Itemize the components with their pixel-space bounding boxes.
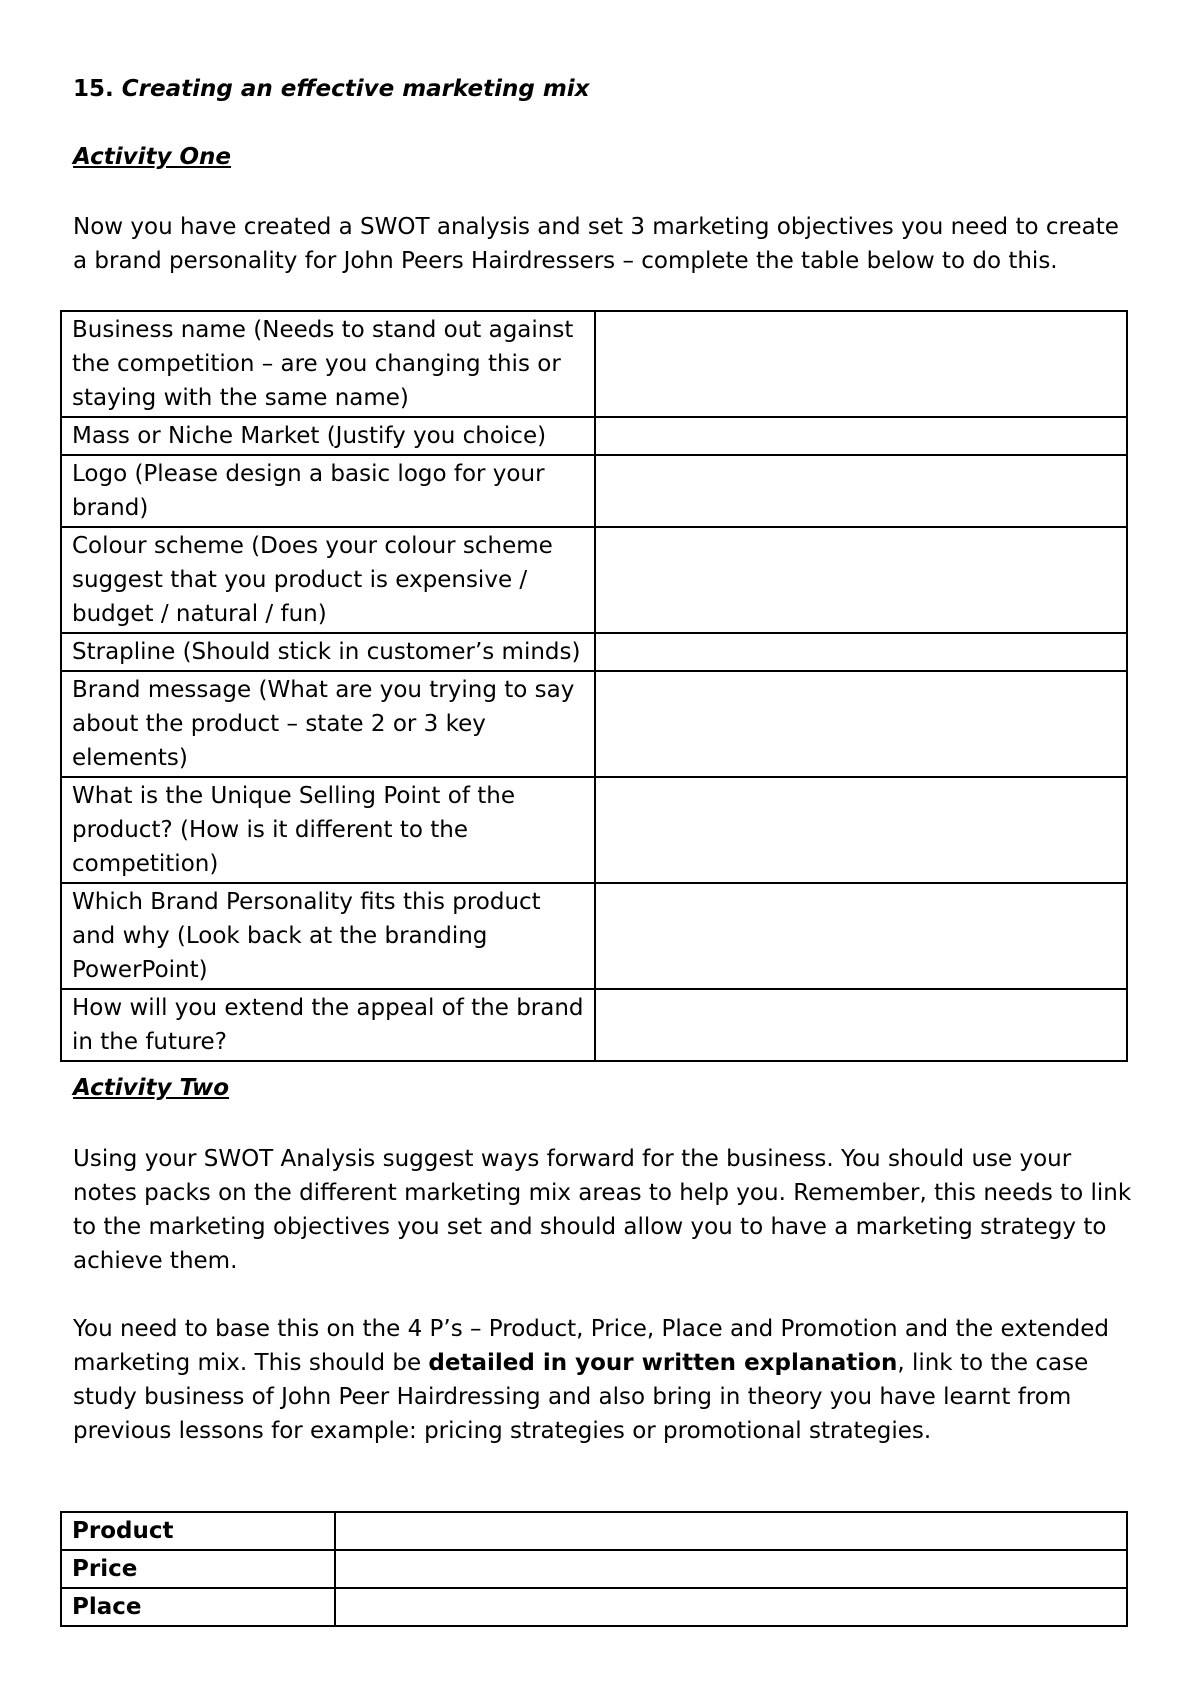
answer-cell[interactable] xyxy=(595,455,1127,527)
table-row xyxy=(61,1550,1127,1588)
row-label: Which Brand Personality fits this product and why (Look back at the branding PowerPoint) xyxy=(61,883,595,989)
answer-cell[interactable] xyxy=(595,417,1127,455)
answer-cell[interactable] xyxy=(595,633,1127,671)
row-label: How will you extend the appeal of the brand in the future? xyxy=(61,989,595,1061)
marketing-mix-table xyxy=(60,1511,1128,1627)
table-row xyxy=(61,777,1127,883)
answer-cell[interactable] xyxy=(335,1588,1127,1626)
activity-one-heading: Activity One xyxy=(73,144,232,170)
table-row xyxy=(61,633,1127,671)
table-row xyxy=(61,671,1127,777)
row-label: Colour scheme (Does your colour scheme suggest that you product is expensive / budget / natural / fun) xyxy=(61,527,595,633)
table-row xyxy=(61,883,1127,989)
title-text: Creating an effective marketing mix xyxy=(121,76,590,102)
row-label: Strapline (Should stick in customer’s minds) xyxy=(61,633,595,671)
paragraph-2-start: You need to base this on the 4 P’s – Product, Price, Place and Promotion and the extended marketing mix. This should be xyxy=(73,1316,1109,1376)
row-label: Brand message (What are you trying to say about the product – state 2 or 3 key elements) xyxy=(61,671,595,777)
activity-two-heading: Activity Two xyxy=(73,1075,230,1101)
activity-two-paragraph-1: Using your SWOT Analysis suggest ways forward for the business. You should use your notes packs on the different marketing mix areas to help you. Remember, this needs to link to the marketing objectives you set and should allow you to have a marketing strategy to achieve them. xyxy=(73,1146,1132,1274)
brand-personality-table xyxy=(60,310,1128,1062)
paragraph-2-emphasis: detailed in your written explanation xyxy=(428,1350,898,1376)
row-label: What is the Unique Selling Point of the product? (How is it different to the competition) xyxy=(61,777,595,883)
answer-cell[interactable] xyxy=(595,671,1127,777)
paragraph-2-end: , link to the case study business of John Peer Hairdressing and also bring in theory you have learnt from previous lessons for example: pricing strategies or promotional strategies. xyxy=(73,1350,1089,1444)
activity-two-paragraph-2 xyxy=(73,1312,1133,1448)
row-label: Place xyxy=(61,1588,335,1626)
answer-cell[interactable] xyxy=(335,1512,1127,1550)
answer-cell[interactable] xyxy=(595,883,1127,989)
answer-cell[interactable] xyxy=(595,311,1127,417)
answer-cell[interactable] xyxy=(595,527,1127,633)
title-number: 15. xyxy=(73,76,114,102)
table-row xyxy=(61,527,1127,633)
table-row xyxy=(61,1512,1127,1550)
answer-cell[interactable] xyxy=(595,989,1127,1061)
table-row xyxy=(61,1588,1127,1626)
table-row xyxy=(61,311,1127,417)
row-label: Product xyxy=(61,1512,335,1550)
row-label: Business name (Needs to stand out against the competition – are you changing this or staying with the same name) xyxy=(61,311,595,417)
table-row xyxy=(61,455,1127,527)
answer-cell[interactable] xyxy=(335,1550,1127,1588)
table-row xyxy=(61,989,1127,1061)
page-title xyxy=(73,76,590,102)
row-label: Mass or Niche Market (Justify you choice) xyxy=(61,417,595,455)
activity-one-intro: Now you have created a SWOT analysis and set 3 marketing objectives you need to create a brand personality for John Peers Hairdressers – complete the table below to do this. xyxy=(73,214,1119,274)
table-row xyxy=(61,417,1127,455)
row-label: Logo (Please design a basic logo for your brand) xyxy=(61,455,595,527)
answer-cell[interactable] xyxy=(595,777,1127,883)
row-label: Price xyxy=(61,1550,335,1588)
